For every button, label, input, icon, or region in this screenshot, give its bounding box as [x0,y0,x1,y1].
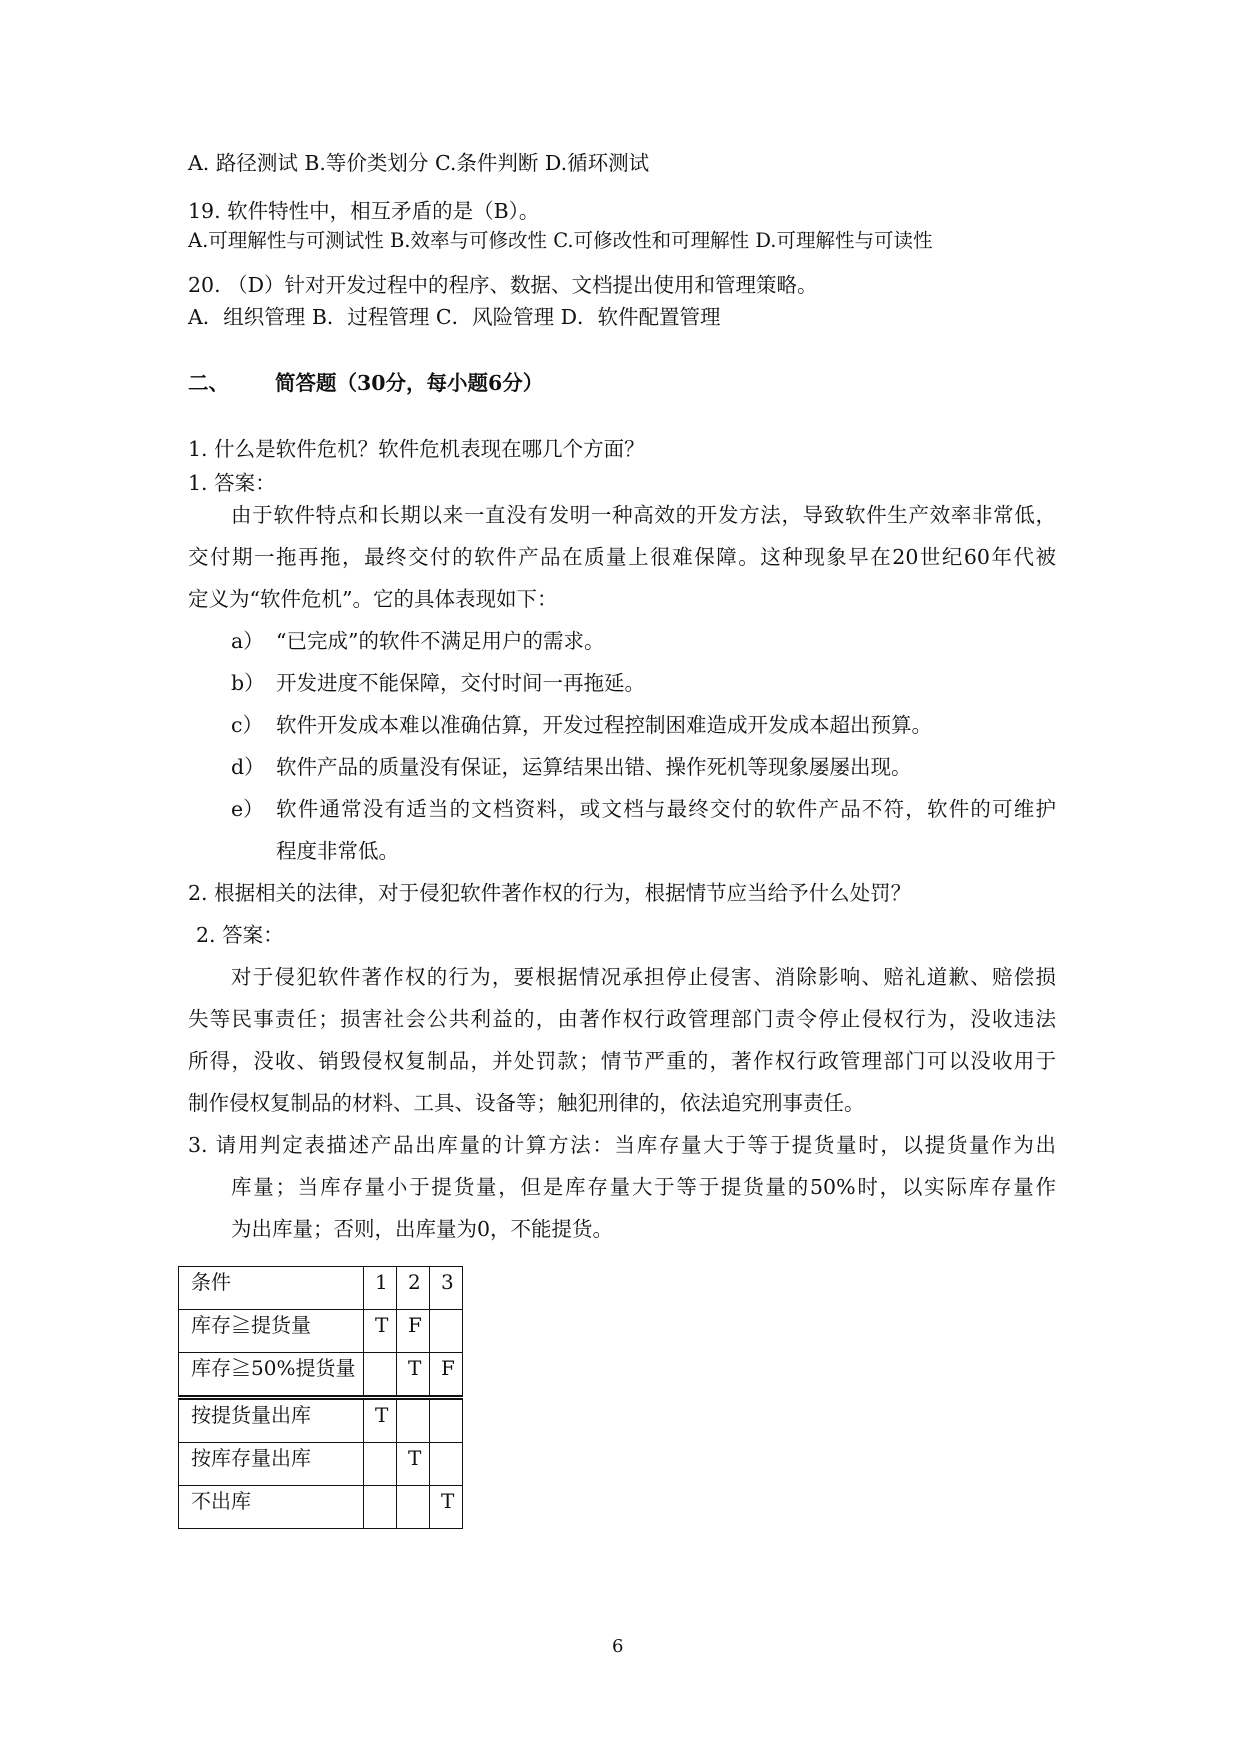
table-cell: 库存≧提货量 [179,1310,364,1353]
table-cell: 按提货量出库 [179,1398,364,1443]
sa1-answer-label: 1. 答案： [188,471,276,495]
table-cell: F [430,1353,463,1398]
table-row [179,1398,463,1443]
table-cell [397,1398,430,1443]
q19-options: A.可理解性与可测试性 B.效率与可修改性 C.可修改性和可理解性 D.可理解性与可读性 [188,229,933,252]
list-item: 软件开发成本难以准确估算，开发过程控制困难造成开发成本超出预算。 [276,713,932,737]
list-item: “已完成”的软件不满足用户的需求。 [276,629,605,653]
sa1-para-line: 由于软件特点和长期以来一直没有发明一种高效的开发方法，导致软件生产效率非常低， [231,503,1056,527]
sa2-para-line: 失等民事责任；损害社会公共利益的，由著作权行政管理部门责令停止侵权行为，没收违法 [188,1007,1056,1031]
sa1-para-line: 定义为“软件危机”。它的具体表现如下： [188,587,558,611]
section-title: 简答题（30分，每小题6分） [275,371,544,395]
table-cell [430,1310,463,1353]
table-row [179,1353,463,1398]
table-cell: 库存≧50%提货量 [179,1353,364,1398]
table-row [179,1443,463,1486]
list-marker: c） [231,713,263,737]
table-cell: T [430,1486,463,1529]
table-cell: 按库存量出库 [179,1443,364,1486]
list-item: 开发进度不能保障，交付时间一再拖延。 [276,671,645,695]
table-cell [364,1443,397,1486]
sa2-para-line: 制作侵权复制品的材料、工具、设备等；触犯刑律的，依法追究刑事责任。 [188,1091,865,1115]
table-cell [430,1443,463,1486]
table-cell: 2 [397,1267,430,1310]
table-cell [364,1353,397,1398]
table-cell: 不出库 [179,1486,364,1529]
sa3-question-line: 库量；当库存量小于提货量，但是库存量大于等于提货量的50%时，以实际库存量作 [231,1175,1056,1199]
list-marker: d） [231,755,265,779]
table-cell [430,1398,463,1443]
table-row [179,1310,463,1353]
table-cell [364,1486,397,1529]
table-cell: 1 [364,1267,397,1310]
sa1-para-line: 交付期一拖再拖，最终交付的软件产品在质量上很难保障。这种现象早在20世纪60年代被 [188,545,1056,569]
sa2-question: 2. 根据相关的法律，对于侵犯软件著作权的行为，根据情节应当给予什么处罚？ [188,881,912,905]
table-cell: F [397,1310,430,1353]
table-cell: T [364,1398,397,1443]
table-header-row [179,1267,463,1310]
sa1-question: 1. 什么是软件危机？软件危机表现在哪几个方面？ [188,437,645,461]
list-item-continuation: 程度非常低。 [276,839,399,863]
list-marker: a） [231,629,264,653]
table-cell: 3 [430,1267,463,1310]
sa2-para-line: 对于侵犯软件著作权的行为，要根据情况承担停止侵害、消除影响、赔礼道歉、赔偿损 [231,965,1056,989]
sa2-answer-label: 2. 答案： [196,923,284,947]
section-number: 二、 [188,371,229,395]
sa3-question-line: 为出库量；否则，出库量为0，不能提货。 [231,1217,614,1241]
table-cell: T [397,1443,430,1486]
q18-options: A. 路径测试 B.等价类划分 C.条件判断 D.循环测试 [188,151,650,175]
table-cell [397,1486,430,1529]
table-cell: 条件 [179,1267,364,1310]
list-item: 软件产品的质量没有保证，运算结果出错、操作死机等现象屡屡出现。 [276,755,912,779]
list-item: 软件通常没有适当的文档资料，或文档与最终交付的软件产品不符，软件的可维护 [276,797,1056,821]
q20-question: 20. （D）针对开发过程中的程序、数据、文档提出使用和管理策略。 [188,273,818,297]
q19-question: 19. 软件特性中，相互矛盾的是（B）。 [188,199,540,223]
decision-table [178,1266,463,1529]
table-row [179,1486,463,1529]
q20-options: A．组织管理 B．过程管理 C．风险管理 D．软件配置管理 [188,305,721,329]
list-marker: e） [231,797,264,821]
sa2-para-line: 所得，没收、销毁侵权复制品，并处罚款；情节严重的，著作权行政管理部门可以没收用于 [188,1049,1056,1073]
table-cell: T [397,1353,430,1398]
sa3-question: 3. 请用判定表描述产品出库量的计算方法：当库存量大于等于提货量时，以提货量作为出 [188,1133,1056,1157]
table-cell: T [364,1310,397,1353]
list-marker: b） [231,671,265,695]
page-number: 6 [612,1636,624,1657]
